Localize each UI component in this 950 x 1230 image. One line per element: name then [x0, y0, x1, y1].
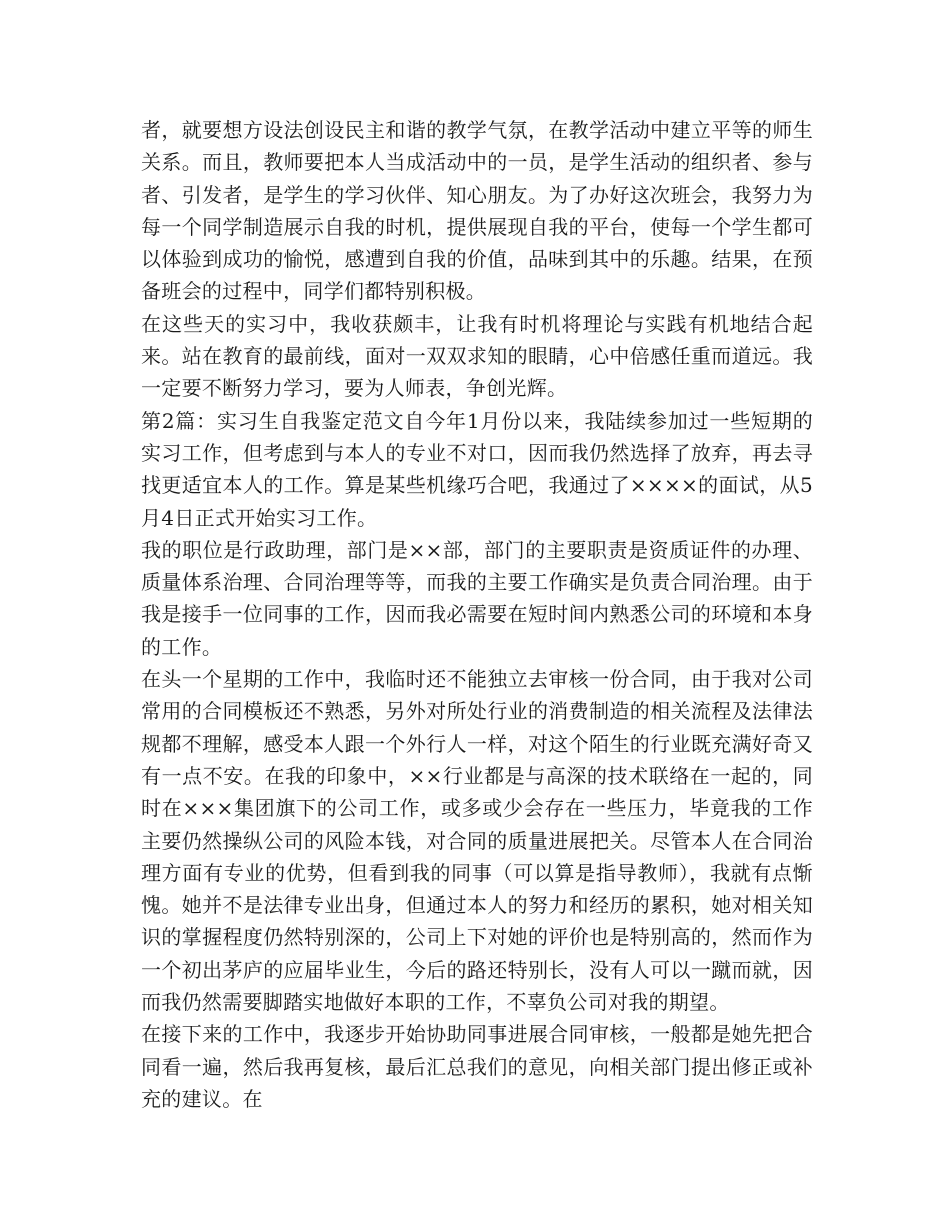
paragraph-6: 在接下来的工作中，我逐步开始协助同事进展合同审核，一般都是她先把合同看一遍，然后我再复核，最后汇总我们的意见，向相关部门提出修正或补充的建议。在	[141, 1022, 813, 1111]
document-body	[141, 114, 813, 1115]
paragraph-5: 在头一个星期的工作中，我临时还不能独立去审核一份合同，由于我对公司常用的合同模板还不熟悉，另外对所处行业的消费制造的相关流程及法律法规都不理解，感受本人跟一个外行人一样，对这个陌生的行业既充满好奇又有一点不安。在我的印象中，××行业都是与高深的技术联络在一起的，同时在×××集团旗下的公司工作，或多或少会存在一些压力，毕竟我的工作主要仍然操纵公司的风险本钱，对合同的质量进展把关。尽管本人在合同治理方面有专业的优势，但看到我的同事（可以算是指导教师），我就有点惭愧。她并不是法律专业出身，但通过本人的努力和经历的累积，她对相关知识的掌握程度仍然特别深的，公司上下对她的评价也是特别高的，然而作为一个初出茅庐的应届毕业生，今后的路还特别长，没有人可以一蹴而就，因而我仍然需要脚踏实地做好本职的工作，不辜负公司对我的期望。	[141, 667, 813, 1015]
paragraph-3: 第2篇：实习生自我鉴定范文自今年1月份以来，我陆续参加过一些短期的实习工作，但考虑到与本人的专业不对口，因而我仍然选择了放弃，再去寻找更适宜本人的工作。算是某些机缘巧合吧，我通过了××××的面试，从5月4日正式开始实习工作。	[141, 408, 813, 530]
paragraph-1: 者，就要想方设法创设民主和谐的教学气氛，在教学活动中建立平等的师生关系。而且，教师要把本人当成活动中的一员，是学生活动的组织者、参与者、引发者，是学生的学习伙伴、知心朋友。为了办好这次班会，我努力为每一个同学制造展示自我的时机，提供展现自我的平台，使每一个学生都可以体验到成功的愉悦，感遭到自我的价值，品味到其中的乐趣。结果，在预备班会的过程中，同学们都特别积极。	[141, 118, 813, 304]
paragraph-2: 在这些天的实习中，我收获颇丰，让我有时机将理论与实践有机地结合起来。站在教育的最前线，面对一双双求知的眼睛，心中倍感任重而道远。我一定要不断努力学习，要为人师表，争创光辉。	[141, 311, 813, 401]
paragraph-4: 我的职位是行政助理，部门是××部，部门的主要职责是资质证件的办理、质量体系治理、合同治理等等，而我的主要工作确实是负责合同治理。由于我是接手一位同事的工作，因而我必需要在短时间内熟悉公司的环境和本身的工作。	[141, 537, 813, 659]
